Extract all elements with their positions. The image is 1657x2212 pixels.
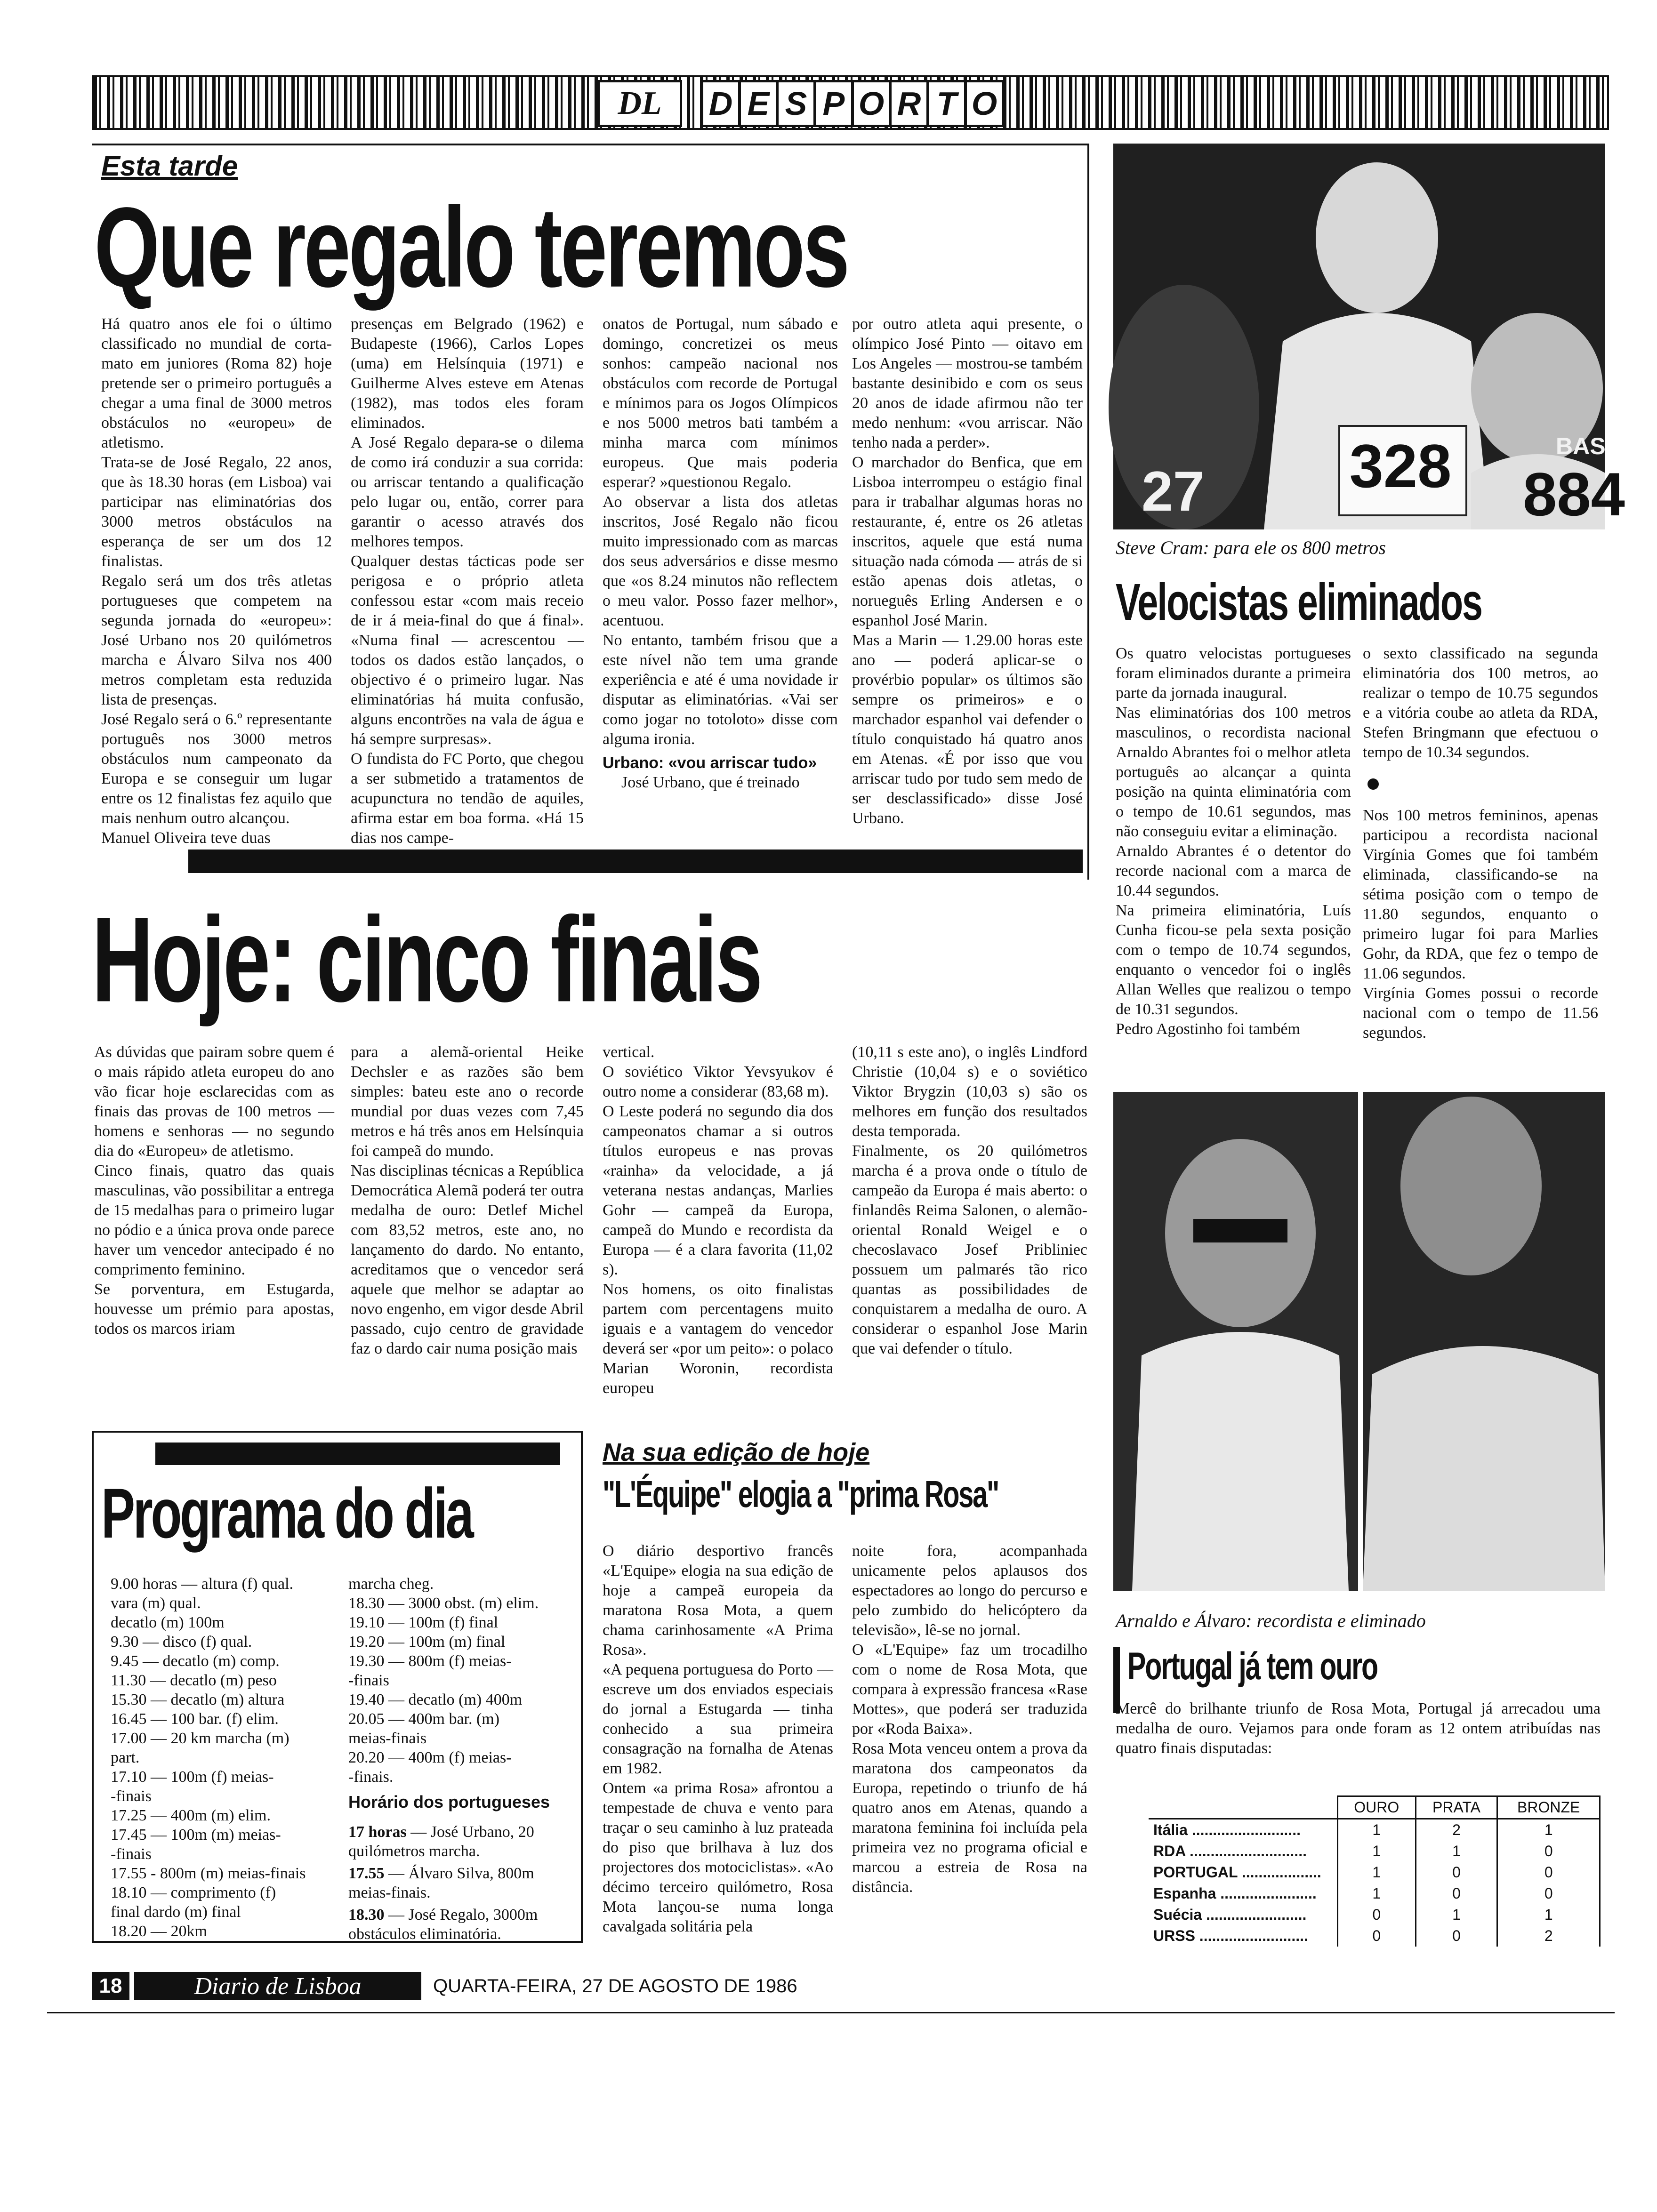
section-letter: E — [739, 80, 778, 127]
steve-cram-caption: Steve Cram: para ele os 800 metros — [1116, 537, 1386, 558]
programa-line: 18.30 — 3000 obst. (m) elim. — [348, 1595, 539, 1612]
bullet-dot — [1367, 778, 1379, 790]
top-story-headline: Que regalo teremos — [94, 184, 848, 311]
programa-headline: Programa do dia — [101, 1474, 472, 1553]
section-letter: T — [927, 80, 966, 127]
programa-line: vara (m) qual. — [111, 1595, 201, 1612]
programa-line: final dardo (m) final — [111, 1903, 241, 1921]
section-letter: D — [701, 80, 740, 127]
programa-line: 16.45 — 100 bar. (f) elim. — [111, 1710, 279, 1728]
bib-27: 27 — [1142, 460, 1205, 523]
programa-line: 17.25 — 400m (m) elim. — [111, 1807, 271, 1824]
portugueses-item — [348, 1864, 574, 1902]
medals-row — [1149, 1841, 1600, 1862]
footer-rule — [47, 2012, 1615, 2013]
medals-count: 1 — [1338, 1862, 1416, 1883]
paper-name-text: Diario de Lisboa — [194, 1972, 362, 2000]
footer-page-number — [92, 1972, 129, 2000]
medals-count: 0 — [1338, 1925, 1416, 1947]
programa-line: 9.45 — decatlo (m) comp. — [111, 1652, 280, 1670]
medals-count: 1 — [1338, 1819, 1416, 1841]
steve-cram-photo — [1113, 144, 1625, 529]
programa-line: 20.20 — 400m (f) meias- — [348, 1749, 512, 1766]
programa-line: 11.30 — decatlo (m) peso — [111, 1672, 277, 1689]
lequipe-kicker: Na sua edição de hoje — [603, 1438, 870, 1467]
portugueses-item — [348, 1905, 574, 1944]
portugueses-text: — José Regalo, 3000m obstáculos eliminatória. — [348, 1906, 538, 1943]
programa-line: part. — [111, 1749, 140, 1766]
medals-country: PORTUGAL ................... — [1149, 1862, 1338, 1883]
programa-line: marcha cheg. — [348, 1575, 434, 1593]
medals-count: 1 — [1497, 1904, 1600, 1925]
programa-line: decatlo (m) 100m — [111, 1614, 225, 1631]
programa-line: 19.30 — 800m (f) meias- — [348, 1652, 512, 1670]
section-letter: S — [776, 80, 816, 127]
programa-line: 17.10 — 100m (f) meias- — [111, 1768, 274, 1786]
programa-line: 19.10 — 100m (f) final — [348, 1614, 499, 1631]
portugueses-item — [348, 1822, 574, 1861]
medals-header-cell: BRONZE — [1497, 1796, 1600, 1819]
top-story-col3-subhead: Urbano: «vou arriscar tudo» — [603, 754, 817, 772]
ouro-headline: Portugal já tem ouro — [1127, 1645, 1377, 1688]
top-story-col3-text: onatos de Portugal, num sábado e domingo, concretizei os meus sonhos: campeão nacional nos obstáculos com recorde de Portugal e mínimos para os Jogos Olímpicos e nos 5000 metros bati também a minha marca com mínimos europeus. Que mais poderia esperar? »questionou Regalo. Ao observar a lista dos atletas inscritos, José Regalo não ficou muito impressionado com as marcas dos seus adversários e disse mesmo que «os 8.24 minutos não reflectem o meu valor. Posso fazer melhor», acentuou. No entanto, também frisou que a este nível não tem uma grande experiência e até é uma novidade ir disputar as eliminatórias. «Vai ser como jogar no totoloto» disse com alguma ironia. — [603, 315, 838, 748]
medals-count: 0 — [1497, 1883, 1600, 1904]
programa-line: meias-finais — [348, 1730, 427, 1747]
medals-count: 0 — [1338, 1904, 1416, 1925]
section-letter: O — [852, 80, 891, 127]
finais-col3: vertical. O soviético Viktor Yevsyukov é outro nome a considerar (83,68 m). O Leste poderá no segundo dia dos campeonatos chamar a si outros títulos europeus e nas provas «rainha» da velocidade, a já veterana nestas andanças, Marlies Gohr — campeã da Europa, campeã do Mundo e recordista da Europa — é a clara favorita (11,02 s). Nos homens, os oito finalistas partem com percentagens muito iguais e a vantagem do vencedor deverá ser «por um peito»: o polaco Marian Woronin, recordista europeu — [603, 1043, 833, 1397]
velocistas-col1: Os quatro velocistas portugueses foram eliminados durante a primeira parte da jornada inaugural. Nas eliminatórias dos 100 metros masculinos, o recordista nacional Arnaldo Abrantes foi o melhor atleta português ao alcançar a quinta posição na quinta eliminatória com o tempo de 10.61 segundos, mas não conseguiu evitar a eliminação. Arnaldo Abrantes é o detentor do recorde nacional com a marca de 10.44 segundos. Na primeira eliminatória, Luís Cunha ficou-se pela sexta posição com o tempo de 10.74 segundos, enquanto o vencedor foi o inglês Allan Welles que realizou o tempo de 10.31 segundos. Pedro Agostinho foi também — [1116, 645, 1351, 1038]
medals-header-cell: PRATA — [1416, 1796, 1497, 1819]
medals-row — [1149, 1925, 1600, 1947]
medals-country: Suécia ........................ — [1149, 1904, 1338, 1925]
medals-count: 2 — [1497, 1925, 1600, 1947]
programa-list-right — [348, 1574, 574, 1787]
ouro-text: Mercê do brilhante triunfo de Rosa Mota, Portugal já arrecadou uma medalha de ouro. Vejamos para onde foram as 12 ontem atribuídas nas quatro finais disputadas: — [1116, 1700, 1601, 1757]
portugueses-time: 18.30 — [348, 1906, 385, 1923]
runners-image — [1113, 144, 1625, 529]
section-letter: R — [889, 80, 929, 127]
finais-col2: para a alemã-oriental Heike Dechsler e as razões são bem simples: bateu este ano o recorde mundial por duas vezes com 7,45 metros e há três anos em Helsínquia foi campeã do mundo. Nas disciplinas técnicas a República Democrática Alemã poderá ter outra medalha de ouro: Detlef Michel com 83,52 metros, este ano, no lançamento do dardo. No entanto, acreditamos que o vencedor será aquele que melhor se adaptar ao novo engenho, em vigor desde Abril passado, cujo centro de gravidade faz o dardo cair numa posição mais — [351, 1043, 584, 1357]
top-story-col3-tail: José Urbano, que é treinado — [621, 774, 800, 791]
portugueses-list — [348, 1822, 574, 1944]
programa-bar — [155, 1443, 560, 1465]
arnaldo-photo — [1113, 1092, 1358, 1591]
programa-list-left — [111, 1574, 337, 1941]
programa-line: 15.30 — decatlo (m) altura — [111, 1691, 285, 1708]
medals-header-cell — [1149, 1796, 1338, 1819]
velocistas-col2b-text: Nos 100 metros femininos, apenas participou a recordista nacional Virgínia Gomes que foi também eliminada, classificando-se na sétima posição com o tempo de 11.80 segundos, enquanto o primeiro lugar foi para Marlies Gohr, da RDA, que fez o tempo de 11.06 segundos. Virgínia Gomes possui o recorde nacional com o tempo de 11.56 segundos. — [1363, 807, 1598, 1042]
finais-col1: As dúvidas que pairam sobre quem é o mais rápido atleta europeu do ano vão ficar hoje esclarecidas com as finais das provas de 100 metros — homens e senhoras — no segundo dia do «Europeu» de atletismo. Cinco finais, quatro das quais masculinas, vão possibilitar a entrega de 15 medalhas para o primeiro lugar no pódio e a única prova onde parece haver um vencedor antecipado é no comprimento feminino. Se porventura, em Estugarda, houvesse um prémio para apostas, todos os marcos iriam — [94, 1043, 334, 1338]
footer-date: QUARTA-FEIRA, 27 DE AGOSTO DE 1986 — [433, 1976, 797, 1996]
medals-count: 0 — [1497, 1862, 1600, 1883]
medals-count: 1 — [1416, 1904, 1497, 1925]
portugueses-text: — Álvaro Silva, 800m meias-finais. — [348, 1865, 534, 1901]
medals-row — [1149, 1819, 1600, 1841]
bib-884: 884 — [1523, 460, 1625, 529]
programa-line: 20.05 — 400m bar. (m) — [348, 1710, 500, 1728]
top-story-col3 — [603, 314, 838, 793]
portugueses-time: 17 horas — [348, 1823, 407, 1841]
programa-line: 18.10 — comprimento (f) — [111, 1884, 276, 1901]
lequipe-col2: noite fora, acompanhada unicamente pelos aplausos dos espectadores ao longo do percurso e pelo zumbido do helicóptero da televisão», lê-se no jornal. O «L'Equipe» faz um trocadilho com o nome de Rosa Mota, que compara à expressão francesa «Rase Mottes», que poderá ser traduzida por «Roda Baixa». Rosa Mota venceu ontem a prova da maratona dos campeonatos da Europa, repetindo o triunfo de há quatro anos em Atenas, quando a maratona feminina foi incluída pela primeira vez no programa oficial e marcou a estreia de Rosa na distância. — [852, 1542, 1087, 1896]
programa-line: -finais — [348, 1672, 389, 1689]
velocistas-headline: Velocistas eliminados — [1116, 573, 1482, 631]
medals-country: Espanha ....................... — [1149, 1883, 1338, 1904]
top-story-bottom-bar — [188, 850, 1083, 873]
medals-count: 2 — [1416, 1819, 1497, 1841]
arnaldo-image — [1113, 1092, 1358, 1591]
finais-col4: (10,11 s este ano), o inglês Lindford Christie (10,04 s) e o soviético Viktor Brygzin (10,03 s) são os melhores em função dos resultados desta temporada. Finalmente, os 20 quilómetros marcha é a prova onde o título de campeão da Europa é mais aberto: o finlandês Reima Salonen, o alemão-oriental Ronald Weigel e o checoslavaco Josef Pribliniec possuem um palmarés tão rico quantas as possibilidades de conquistarem a medalha de ouro. A considerar o espanhol Jose Marin que vai defender o título. — [852, 1043, 1087, 1357]
portugueses-text: — José Urbano, 20 quilómetros marcha. — [348, 1823, 534, 1860]
finais-headline: Hoje: cinco finais — [92, 891, 761, 1027]
medals-count: 0 — [1497, 1841, 1600, 1862]
medals-count: 0 — [1416, 1883, 1497, 1904]
medals-header-cell: OURO — [1338, 1796, 1416, 1819]
medals-row — [1149, 1862, 1600, 1883]
medals-count: 0 — [1416, 1925, 1497, 1947]
medals-count: 0 — [1416, 1862, 1497, 1883]
medals-country: Itália .......................... — [1149, 1819, 1338, 1841]
programa-line: 17.00 — 20 km marcha (m) — [111, 1730, 290, 1747]
portugueses-subhead: Horário dos portugueses — [348, 1792, 550, 1811]
footer-paper-name — [134, 1972, 421, 2000]
programa-line: 19.20 — 100m (m) final — [348, 1633, 506, 1651]
alvaro-photo — [1363, 1092, 1605, 1591]
programa-line: -finais. — [348, 1768, 394, 1786]
top-story-col2: presenças em Belgrado (1962) e Budapeste (1966), Carlos Lopes (uma) em Helsínquia (1971) e Guilherme Alves esteve em Atenas (1982), mas todos eles foram eliminados. A José Regalo depara-se o dilema de como irá conduzir a sua corrida: ou arriscar tentando a qualificação pelo lugar ou, então, correr para garantir o acesso através dos melhores tempos. Qualquer destas tácticas pode ser perigosa e o próprio atleta confessou estar «com mais receio de ir á meia-final do que á final». «Numa final — acrescentou — todos os dados estão lançados, o objectivo é o primeiro lugar. Nas eliminatórias há muita confusão, alguns encontrões na vala de água e há sempre surpresas». O fundista do FC Porto, que chegou a ser submetido a tratamentos de acupunctura no tendão de aquiles, afirma estar em boa forma. «Há 15 dias nos campe- — [351, 315, 584, 847]
portugueses-section — [348, 1792, 574, 1947]
medals-row — [1149, 1904, 1600, 1925]
top-story-kicker: Esta tarde — [101, 150, 238, 182]
medals-count: 1 — [1497, 1819, 1600, 1841]
programa-line: 19.40 — decatlo (m) 400m — [348, 1691, 523, 1708]
programa-line: 17.45 — 100m (m) meias- — [111, 1826, 281, 1843]
medals-table-wrap — [1149, 1795, 1601, 1947]
programa-line: -finais — [111, 1787, 152, 1805]
alvaro-image — [1363, 1092, 1605, 1591]
velocistas-col2-text: o sexto classificado na segunda eliminatória dos 100 metros, ao realizar o tempo de 10.75 segundos e a vitória coube ao atleta da RDA, Stefen Bringmann que efectuou o tempo de 10.34 segundos. — [1363, 645, 1598, 761]
medals-count: 1 — [1416, 1841, 1497, 1862]
medals-row — [1149, 1883, 1600, 1904]
programa-line: -finais — [111, 1845, 152, 1863]
programa-line: 9.30 — disco (f) qual. — [111, 1633, 252, 1651]
velocistas-col2 — [1363, 644, 1598, 1043]
top-story-col4: por outro atleta aqui presente, o olímpico José Pinto — oitavo em Los Angeles — mostrou-se também bastante desinibido e com os seus 20 anos de idade afirmou não ter medo nenhum: «vou arriscar. Não tenho nada a perder». O marchador do Benfica, que em Lisboa interrompeu o estágio final para ir trabalhar algumas horas no restaurante, é, entre os 26 atletas inscritos, aquele que está numa situação nada cómoda — atrás de si estão apenas dois atletas, o norueguês Erling Andersen e o espanhol José Marin. Mas a Marin — 1.29.00 horas este ano — poderá aplicar-se o provérbio popular» os últimos são sempre os primeiros» e o marchador espanhol vai defender o título conquistado há quatro anos em Atenas. «É por isso que vou arriscar tudo por tudo sem medo de ser desclassificado» disse José Urbano. — [852, 315, 1083, 827]
medals-country: RDA ............................ — [1149, 1841, 1338, 1862]
medals-country: URSS .......................... — [1149, 1925, 1338, 1947]
lequipe-headline: "L'Équipe" elogia a "prima Rosa" — [603, 1473, 999, 1515]
arnaldo-alvaro-caption: Arnaldo e Álvaro: recordista e eliminado — [1116, 1610, 1426, 1631]
medals-count: 1 — [1338, 1841, 1416, 1862]
programa-line: 9.00 horas — altura (f) qual. — [111, 1575, 294, 1593]
programa-line: 18.20 — 20km — [111, 1923, 207, 1940]
portugueses-time: 17.55 — [348, 1865, 385, 1882]
section-masthead — [92, 75, 1609, 130]
section-letter: P — [814, 80, 853, 127]
bib-328: 328 — [1349, 432, 1452, 500]
paper-logo: DL — [597, 80, 682, 127]
lequipe-col1: O diário desportivo francês «L'Equipe» elogia na sua edição de hoje a campeã europeia da maratona Rosa Mota, a quem chama carinhosamente «A Prima Rosa». «A pequena portuguesa do Porto — escreve um dos enviados especiais do jornal a Estugarda — tinha conhecido a sua primeira consagração na fornalha de Atenas em 1982. Ontem «a prima Rosa» afrontou a tempestade de chuva e vento para traçar o seu caminho à luz prateada do piso que brilhava à luz dos projectores dos motociclistas». «Ao décimo terceiro quilómetro, Rosa Mota lançou-se numa longa cavalgada solitária pela — [603, 1542, 833, 1935]
section-letter: O — [965, 80, 1004, 127]
page-number-text: 18 — [99, 1974, 122, 1997]
top-story-col1: Há quatro anos ele foi o último classificado no mundial de corta-mato em juniores (Roma 82) hoje pretende ser o primeiro português a chegar a uma final de 3000 metros obstáculos no «europeu» de atletismo. Trata-se de José Regalo, 22 anos, que às 18.30 horas (em Lisboa) vai participar nas eliminatórias dos 3000 metros obstáculos na esperança de ser um dos 12 finalistas. Regalo será um dos três atletas portugueses que competem na segunda jornada do «europeu»: José Urbano nos 20 quilómetros marcha e Álvaro Silva nos 400 metros completam esta reduzida lista de presenças. José Regalo será o 6.º representante português nos 3000 metros obstáculos num campeonato da Europa e se conseguir um lugar entre os 12 finalistas fez aquilo que mais nenhum outro alcançou. Manuel Oliveira teve duas — [101, 315, 332, 847]
medals-count: 1 — [1338, 1883, 1416, 1904]
medals-table — [1149, 1795, 1601, 1947]
bib-bas: BAS — [1556, 433, 1606, 459]
programa-line: 17.55 - 800m (m) meias-finais — [111, 1865, 306, 1882]
